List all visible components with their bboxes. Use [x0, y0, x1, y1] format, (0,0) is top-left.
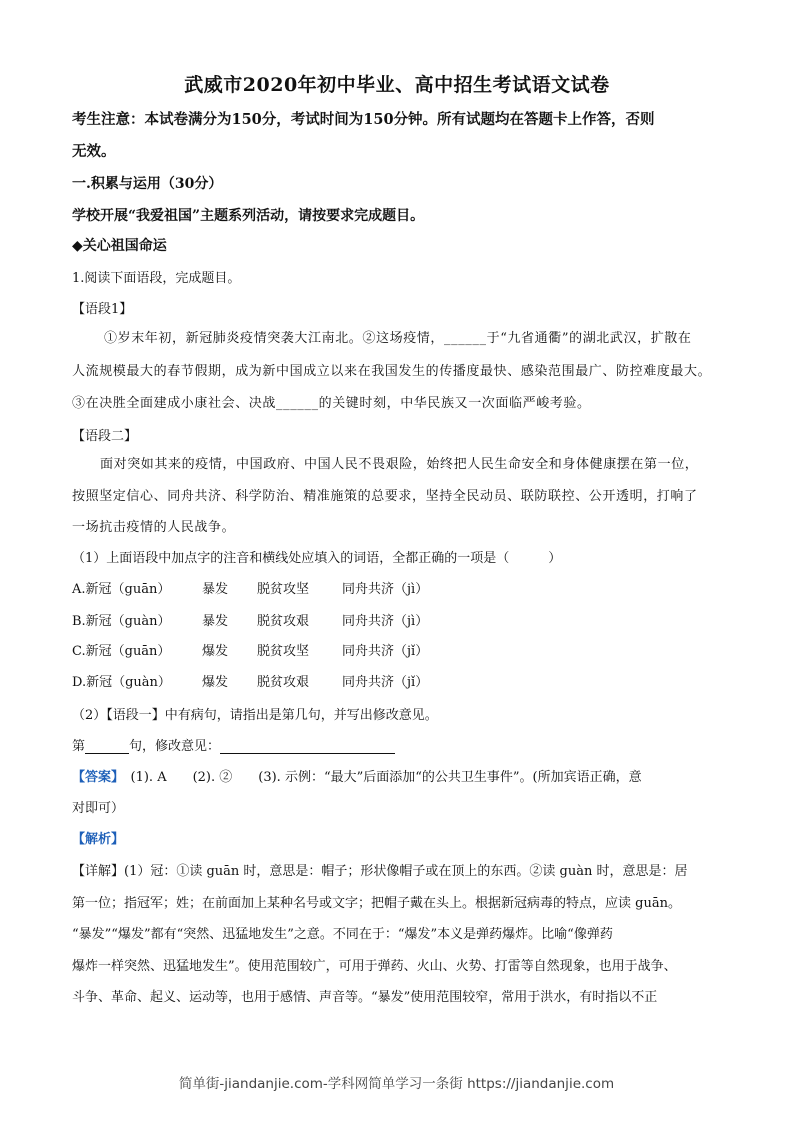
fill-middle: 句，修改意见：	[129, 739, 221, 754]
sentence-number-blank	[85, 739, 129, 754]
option-label: A.新冠（guān）	[72, 582, 171, 597]
notice-line-1: 考生注意：本试卷满分为150分，考试时间为150分钟。所有试题均在答题卡上作答，否则	[72, 111, 655, 128]
detail-line: “暴发”“爆发”都有“突然、迅猛地发生”之意。不同在于：“爆发”本义是弹药爆炸。比喻“像弹药	[72, 927, 613, 942]
para2-line-3: 一场抗击疫情的人民战争。	[72, 520, 236, 535]
option-word: 脱贫攻艰	[257, 675, 310, 690]
para2-line-1: 面对突如其来的疫情，中国政府、中国人民不畏艰险，始终把人民生命安全和身体健康摆在第一位，	[100, 457, 699, 472]
para1-line-1: ①岁末年初，新冠肺炎疫情突袭大江南北。②这场疫情，______于“九省通衢”的湖北武汉，扩散在	[104, 331, 692, 346]
notice-line-2: 无效。	[72, 143, 116, 160]
fill-prefix: 第	[72, 739, 86, 754]
fill-in-line	[72, 735, 395, 754]
answer-text: (1). A (2). ② (3). 示例：“最大”后面添加“的公共卫生事件”。(所加宾语正确，意	[117, 770, 642, 785]
para1-line-2: 人流规模最大的春节假期，成为新中国成立以来在我国发生的传播度最快、感染范围最广、防控难度最大。	[72, 364, 712, 379]
section-heading: 一.积累与运用（30分）	[72, 176, 223, 192]
analysis-label: 【解析】	[72, 832, 125, 847]
question-1-sub-2: （2）【语段一】中有病句，请指出是第几句，并写出修改意见。	[72, 708, 438, 723]
option-word: 脱贫攻坚	[257, 582, 310, 597]
exam-title: 武威市2020年初中毕业、高中招生考试语文试卷	[184, 74, 610, 96]
option-a	[72, 578, 428, 597]
option-word: 同舟共济（jǐ）	[342, 644, 429, 659]
option-word: 爆发	[202, 644, 229, 659]
option-label: D.新冠（guàn）	[72, 675, 171, 690]
option-word: 爆发	[202, 675, 229, 690]
detail-line: 【详解】(1）冠：①读 guān 时，意思是：帽子；形状像帽子或在顶上的东西。②读 guàn 时，意思是：居	[72, 864, 688, 879]
option-word: 暴发	[202, 614, 229, 629]
option-word: 脱贫攻坚	[257, 644, 310, 659]
para2-line-2: 按照坚定信心、同舟共济、科学防治、精准施策的总要求，坚持全民动员、联防联控、公开透明，打响了	[72, 489, 698, 504]
answer-label: 【答案】	[72, 770, 118, 785]
revision-blank	[220, 739, 395, 754]
option-d	[72, 671, 428, 690]
detail-line: 斗争、革命、起义、运动等，也用于感情、声音等。“暴发”使用范围较窄，常用于洪水，有时指以不正	[72, 990, 658, 1005]
option-label: C.新冠（guān）	[72, 644, 171, 659]
option-c	[72, 640, 428, 659]
answer-line-2: 对即可）	[72, 801, 125, 816]
option-word: 同舟共济（jì）	[342, 614, 429, 629]
para2-label: 【语段二】	[72, 429, 138, 444]
para1-label: 【语段1】	[72, 302, 133, 317]
subsection-heading: ◆关心祖国命运	[72, 238, 167, 254]
option-word: 暴发	[202, 582, 229, 597]
option-b	[72, 610, 428, 629]
detail-line: 爆炸一样突然、迅猛地发生”。使用范围较广，可用于弹药、火山、火势、打雷等自然现象，也用于战争、	[72, 959, 677, 974]
para1-line-3: ③在决胜全面建成小康社会、决战______的关键时刻，中华民族又一次面临严峻考验。	[72, 396, 591, 411]
option-label: B.新冠（guàn）	[72, 614, 171, 629]
option-word: 同舟共济（jǐ）	[342, 675, 429, 690]
option-word: 脱贫攻艰	[257, 614, 310, 629]
activity-intro: 学校开展“我爱祖国”主题系列活动，请按要求完成题目。	[72, 208, 425, 224]
question-1-prompt: 1.阅读下面语段，完成题目。	[72, 271, 241, 286]
question-1-sub-1: （1）上面语段中加点字的注音和横线处应填入的词语，全都正确的一项是（ ）	[72, 551, 562, 566]
watermark-footer: 简单街-jiandanjie.com-学科网简单学习一条街 https://jiandanjie.com	[178, 1076, 615, 1092]
answer-line	[72, 766, 642, 785]
detail-line: 第一位；指冠军；姓；在前面加上某种名号或文字；把帽子戴在头上。根据新冠病毒的特点，应读 guān。	[72, 896, 681, 911]
option-word: 同舟共济（jì）	[342, 582, 429, 597]
